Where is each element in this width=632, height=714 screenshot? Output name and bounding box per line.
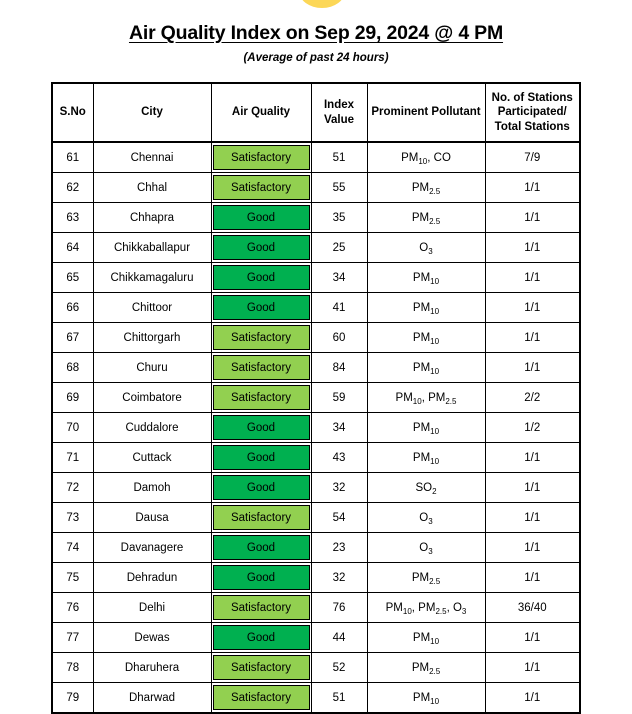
- column-header-air-quality: Air Quality: [211, 83, 311, 142]
- cell-city: Dharwad: [93, 683, 211, 714]
- cell-index-value: 44: [311, 623, 367, 653]
- cell-sno: 77: [52, 623, 93, 653]
- cell-stations: 1/1: [485, 653, 580, 683]
- air-quality-badge: Good: [213, 415, 310, 440]
- cell-sno: 61: [52, 142, 93, 173]
- cell-city: Dehradun: [93, 563, 211, 593]
- cell-index-value: 52: [311, 653, 367, 683]
- page-title: Air Quality Index on Sep 29, 2024 @ 4 PM: [128, 22, 504, 44]
- air-quality-badge: Good: [213, 295, 310, 320]
- cell-stations: 1/1: [485, 563, 580, 593]
- cell-prominent-pollutant: $PM_{10}$: [367, 443, 485, 473]
- column-header-index-value: [311, 83, 367, 142]
- cell-index-value: 34: [311, 413, 367, 443]
- column-header-stations: [485, 83, 580, 142]
- column-header-sno: S.No: [52, 83, 93, 142]
- air-quality-badge: Satisfactory: [213, 505, 310, 530]
- cell-stations: 1/1: [485, 683, 580, 714]
- cell-stations: 1/2: [485, 413, 580, 443]
- cell-city: Cuddalore: [93, 413, 211, 443]
- cell-air-quality: [211, 503, 311, 533]
- table-row: [52, 383, 580, 413]
- air-quality-badge: Satisfactory: [213, 655, 310, 680]
- cell-index-value: 60: [311, 323, 367, 353]
- air-quality-badge: Satisfactory: [213, 385, 310, 410]
- table-row: [52, 623, 580, 653]
- table-row: [52, 473, 580, 503]
- table-row: [52, 293, 580, 323]
- air-quality-badge: Good: [213, 205, 310, 230]
- cell-prominent-pollutant: $O_3$: [367, 233, 485, 263]
- cell-sno: 65: [52, 263, 93, 293]
- table-row: [52, 683, 580, 714]
- cell-prominent-pollutant: $PM_{2.5}$: [367, 563, 485, 593]
- cell-air-quality: [211, 233, 311, 263]
- cell-sno: 75: [52, 563, 93, 593]
- cell-stations: 1/1: [485, 293, 580, 323]
- column-header-index-value-line2: Value: [323, 113, 355, 126]
- cell-sno: 73: [52, 503, 93, 533]
- table-header: [52, 83, 580, 142]
- air-quality-badge: Good: [213, 445, 310, 470]
- cell-index-value: 35: [311, 203, 367, 233]
- cell-prominent-pollutant: $PM_{2.5}$: [367, 173, 485, 203]
- cell-stations: 1/1: [485, 203, 580, 233]
- cell-index-value: 34: [311, 263, 367, 293]
- cell-sno: 68: [52, 353, 93, 383]
- air-quality-badge: Satisfactory: [213, 355, 310, 380]
- cell-air-quality: [211, 683, 311, 714]
- cell-city: Chennai: [93, 142, 211, 173]
- column-header-stations-line1: No. of Stations: [491, 92, 573, 105]
- air-quality-badge: Good: [213, 625, 310, 650]
- cell-sno: 71: [52, 443, 93, 473]
- page-subtitle: (Average of past 24 hours): [243, 52, 389, 64]
- cell-air-quality: [211, 623, 311, 653]
- cell-index-value: 84: [311, 353, 367, 383]
- cell-index-value: 51: [311, 142, 367, 173]
- cell-city: Damoh: [93, 473, 211, 503]
- cell-city: Chhal: [93, 173, 211, 203]
- cell-stations: 7/9: [485, 142, 580, 173]
- cell-city: Chhapra: [93, 203, 211, 233]
- cell-air-quality: [211, 653, 311, 683]
- table-row: [52, 563, 580, 593]
- cell-prominent-pollutant: $PM_{10}$, CO: [367, 142, 485, 173]
- cell-prominent-pollutant: $O_3$: [367, 533, 485, 563]
- cell-air-quality: [211, 142, 311, 173]
- cell-air-quality: [211, 293, 311, 323]
- cell-prominent-pollutant: $PM_{2.5}$: [367, 203, 485, 233]
- cell-prominent-pollutant: $PM_{10}$: [367, 353, 485, 383]
- cell-air-quality: [211, 533, 311, 563]
- table-row: [52, 593, 580, 623]
- cell-sno: 79: [52, 683, 93, 714]
- cell-index-value: 32: [311, 563, 367, 593]
- table-header-row: [52, 83, 580, 142]
- cell-sno: 64: [52, 233, 93, 263]
- cell-index-value: 32: [311, 473, 367, 503]
- cell-air-quality: [211, 413, 311, 443]
- cell-stations: 1/1: [485, 173, 580, 203]
- cell-prominent-pollutant: $SO_2$: [367, 473, 485, 503]
- table-row: [52, 263, 580, 293]
- table-body: [52, 142, 580, 713]
- cell-stations: 1/1: [485, 533, 580, 563]
- air-quality-badge: Satisfactory: [213, 325, 310, 350]
- cell-air-quality: [211, 383, 311, 413]
- cell-stations: 1/1: [485, 503, 580, 533]
- cell-city: Delhi: [93, 593, 211, 623]
- air-quality-badge: Satisfactory: [213, 595, 310, 620]
- table-row: [52, 142, 580, 173]
- cell-prominent-pollutant: $O_3$: [367, 503, 485, 533]
- cell-city: Chikkaballapur: [93, 233, 211, 263]
- air-quality-badge: Satisfactory: [213, 145, 310, 170]
- air-quality-badge: Good: [213, 565, 310, 590]
- cell-city: Dharuhera: [93, 653, 211, 683]
- cell-air-quality: [211, 203, 311, 233]
- table-row: [52, 233, 580, 263]
- cell-stations: 1/1: [485, 353, 580, 383]
- cell-stations: 1/1: [485, 473, 580, 503]
- cell-index-value: 54: [311, 503, 367, 533]
- column-header-city: City: [93, 83, 211, 142]
- cell-sno: 72: [52, 473, 93, 503]
- cell-sno: 66: [52, 293, 93, 323]
- cell-index-value: 43: [311, 443, 367, 473]
- table-row: [52, 503, 580, 533]
- cell-air-quality: [211, 263, 311, 293]
- cell-stations: 1/1: [485, 263, 580, 293]
- cell-index-value: 41: [311, 293, 367, 323]
- cell-sno: 69: [52, 383, 93, 413]
- cell-air-quality: [211, 473, 311, 503]
- cell-index-value: 59: [311, 383, 367, 413]
- cell-stations: 1/1: [485, 623, 580, 653]
- column-header-index-value-line1: Index: [323, 99, 355, 112]
- cell-sno: 76: [52, 593, 93, 623]
- cell-city: Coimbatore: [93, 383, 211, 413]
- cell-prominent-pollutant: $PM_{10}$: [367, 413, 485, 443]
- table-row: [52, 173, 580, 203]
- air-quality-badge: Good: [213, 235, 310, 260]
- cell-city: Dewas: [93, 623, 211, 653]
- cell-prominent-pollutant: $PM_{10}$: [367, 683, 485, 714]
- cell-prominent-pollutant: $PM_{10}$: [367, 623, 485, 653]
- air-quality-badge: Satisfactory: [213, 685, 310, 710]
- air-quality-badge: Good: [213, 535, 310, 560]
- cell-sno: 63: [52, 203, 93, 233]
- cell-stations: 2/2: [485, 383, 580, 413]
- column-header-stations-line2: Participated/: [497, 106, 567, 119]
- table-row: [52, 533, 580, 563]
- cell-city: Davanagere: [93, 533, 211, 563]
- cell-prominent-pollutant: $PM_{10}$: [367, 263, 485, 293]
- cell-city: Chittoor: [93, 293, 211, 323]
- air-quality-badge: Satisfactory: [213, 175, 310, 200]
- cell-city: Churu: [93, 353, 211, 383]
- cell-index-value: 25: [311, 233, 367, 263]
- cell-sno: 70: [52, 413, 93, 443]
- cell-prominent-pollutant: $PM_{10}$, $PM_{2.5}$: [367, 383, 485, 413]
- air-quality-badge: Good: [213, 475, 310, 500]
- cell-prominent-pollutant: $PM_{10}$, $PM_{2.5}$, $O_3$: [367, 593, 485, 623]
- cell-city: Cuttack: [93, 443, 211, 473]
- air-quality-table: [51, 82, 581, 714]
- cell-stations: 1/1: [485, 233, 580, 263]
- cell-air-quality: [211, 443, 311, 473]
- cell-sno: 74: [52, 533, 93, 563]
- cell-prominent-pollutant: $PM_{2.5}$: [367, 653, 485, 683]
- cell-sno: 62: [52, 173, 93, 203]
- air-quality-badge: Good: [213, 265, 310, 290]
- cell-stations: 36/40: [485, 593, 580, 623]
- cell-stations: 1/1: [485, 443, 580, 473]
- cell-index-value: 76: [311, 593, 367, 623]
- table-row: [52, 653, 580, 683]
- table-row: [52, 443, 580, 473]
- table-row: [52, 413, 580, 443]
- column-header-stations-line3: Total Stations: [494, 120, 570, 133]
- cell-stations: 1/1: [485, 323, 580, 353]
- cell-index-value: 23: [311, 533, 367, 563]
- cell-city: Dausa: [93, 503, 211, 533]
- table-row: [52, 323, 580, 353]
- cell-city: Chikkamagaluru: [93, 263, 211, 293]
- cell-air-quality: [211, 593, 311, 623]
- cell-index-value: 51: [311, 683, 367, 714]
- cell-prominent-pollutant: $PM_{10}$: [367, 323, 485, 353]
- cell-air-quality: [211, 563, 311, 593]
- cell-sno: 67: [52, 323, 93, 353]
- cell-air-quality: [211, 353, 311, 383]
- cell-sno: 78: [52, 653, 93, 683]
- cell-air-quality: [211, 173, 311, 203]
- cell-city: Chittorgarh: [93, 323, 211, 353]
- column-header-prominent-pollutant: Prominent Pollutant: [367, 83, 485, 142]
- table-row: [52, 353, 580, 383]
- table-row: [52, 203, 580, 233]
- cell-air-quality: [211, 323, 311, 353]
- cell-prominent-pollutant: $PM_{10}$: [367, 293, 485, 323]
- cell-index-value: 55: [311, 173, 367, 203]
